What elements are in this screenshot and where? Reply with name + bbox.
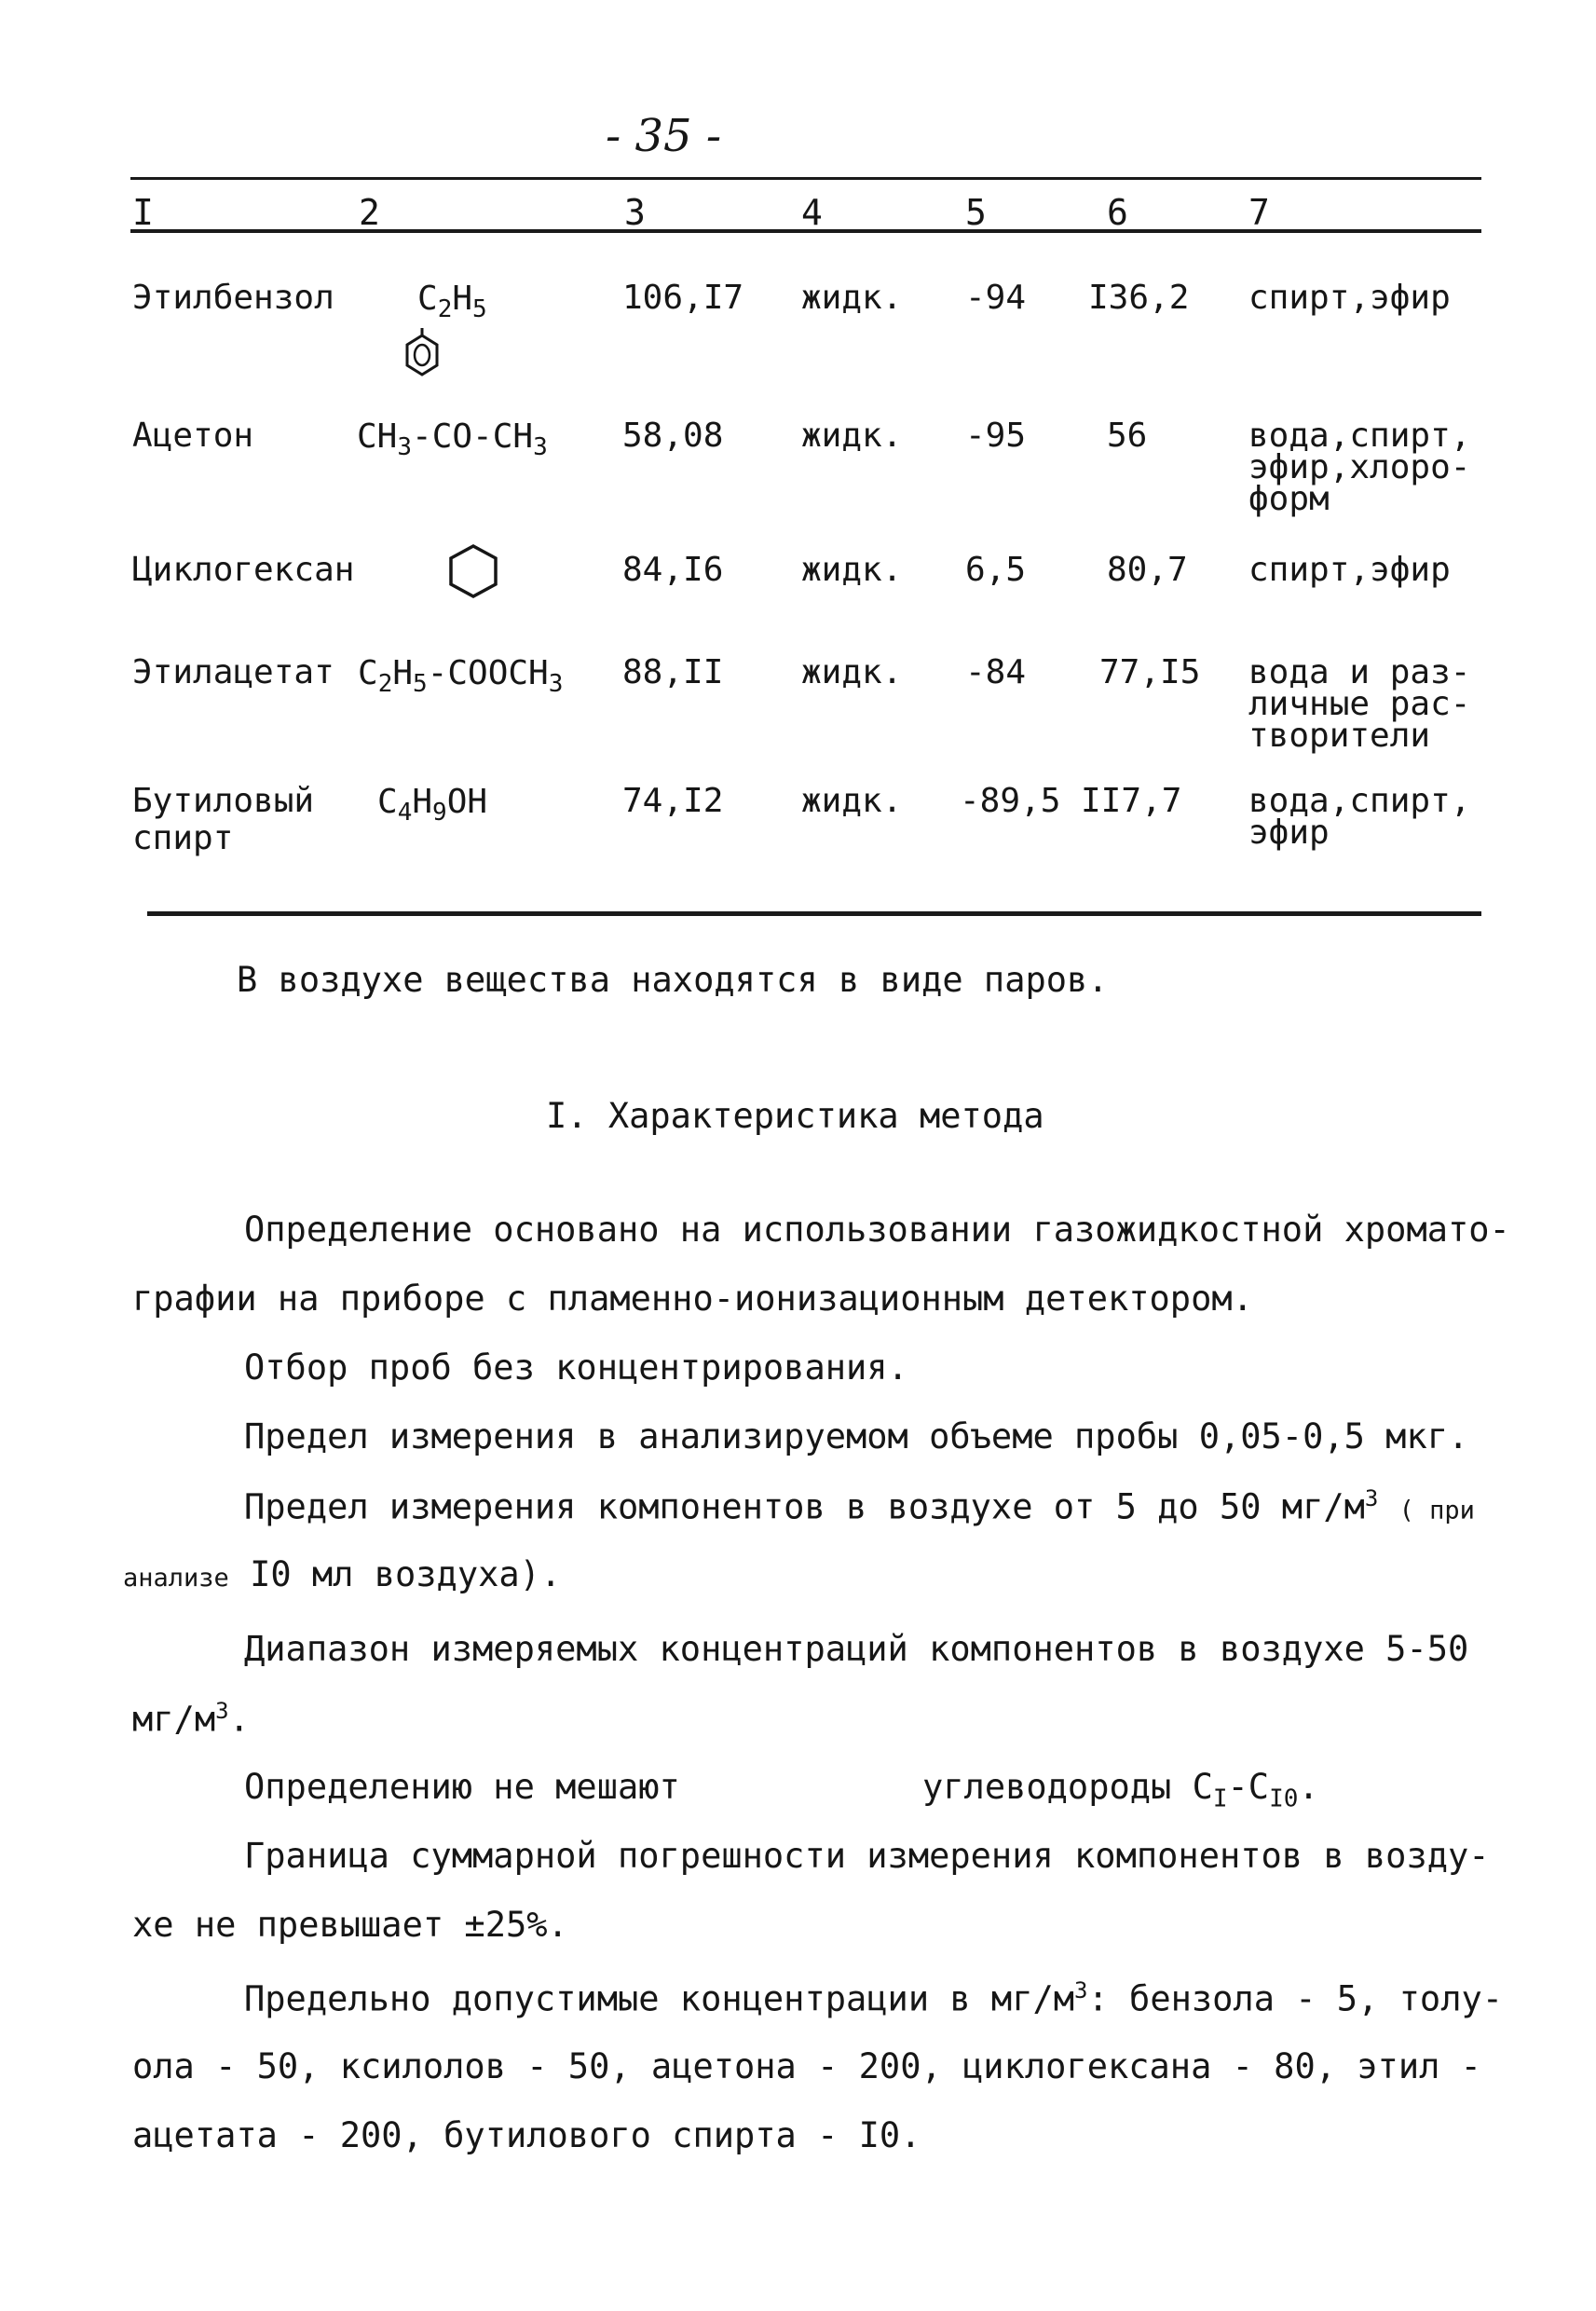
butanol-formula: $C_4H_9OH$ bbox=[377, 783, 488, 827]
paragraph-line: Предельно допустимые концентрации в $мг/м^3$: бензола - 5, толу- bbox=[244, 1977, 1504, 2019]
melting-point: -94 bbox=[965, 279, 1027, 317]
measurement-range-text: Предел измерения компонентов в воздухе от 5 до 50 мг/м bbox=[244, 1486, 1365, 1527]
paragraph-line: Диапазон измеряемых концентраций компонентов в воздухе 5-50 bbox=[244, 1629, 1469, 1669]
state: жидк. bbox=[801, 653, 903, 691]
unit-text: мг/м bbox=[132, 1699, 216, 1740]
column-header-3: 3 bbox=[624, 192, 646, 233]
page-number: - 35 - bbox=[606, 110, 722, 162]
melting-point: -89,5 bbox=[960, 782, 1061, 820]
paragraph-line: Граница суммарной погрешности измерения компонентов в возду- bbox=[244, 1836, 1490, 1876]
paragraph-line: графии на приборе с пламенно-ионизационным детектором. bbox=[132, 1279, 1253, 1319]
paragraph-line: Отбор проб без концентрирования. bbox=[244, 1347, 908, 1388]
substance-name: Этилацетат bbox=[132, 653, 334, 691]
column-header-6: 6 bbox=[1107, 192, 1128, 233]
solubility-line: вода и раз- bbox=[1248, 653, 1471, 691]
molar-mass: 74,I2 bbox=[622, 782, 724, 820]
paragraph-line: углеводороды $C_I-C_{I0}$. bbox=[922, 1767, 1319, 1813]
solubility-line: форм bbox=[1248, 480, 1330, 518]
column-header-4: 4 bbox=[801, 192, 823, 233]
paragraph-line: Определению не мешают bbox=[244, 1767, 680, 1807]
acetone-formula: $CH_3-CO-CH_3$ bbox=[357, 417, 548, 462]
ethyl-acetate-formula: $C_2H_5-COOCH_3$ bbox=[358, 654, 564, 699]
analysis-word: анализе bbox=[123, 1564, 229, 1593]
mac-text: Предельно допустимые концентрации в мг/м bbox=[244, 1978, 1075, 2019]
section-title: I. Характеристика метода bbox=[546, 1096, 1044, 1136]
vapor-note: В воздухе вещества находятся в виде паров. bbox=[237, 960, 1109, 1000]
column-header-5: 5 bbox=[965, 192, 987, 233]
paragraph-line: Предел измерения компонентов в воздухе от 5 до 50 $мг/м^3$ ( при bbox=[244, 1485, 1475, 1527]
melting-point: -84 bbox=[965, 653, 1027, 691]
paragraph-line: ацетата - 200, бутилового спирта - I0. bbox=[132, 2115, 921, 2155]
solubility-line: творители bbox=[1248, 717, 1431, 755]
state: жидк. bbox=[801, 279, 903, 317]
boiling-point: 56 bbox=[1107, 417, 1148, 455]
melting-point: -95 bbox=[965, 417, 1027, 455]
molar-mass: 84,I6 bbox=[622, 551, 724, 589]
solubility-line: вода,спирт, bbox=[1248, 417, 1471, 455]
solubility-line: эфир bbox=[1248, 814, 1330, 852]
substance-name: Бутиловый спирт bbox=[132, 782, 315, 857]
molar-mass: 106,I7 bbox=[622, 279, 744, 317]
molar-mass: 58,08 bbox=[622, 417, 724, 455]
mac-tail: : бензола - 5, толу- bbox=[1087, 1978, 1504, 2019]
substance-name: Ацетон bbox=[132, 417, 254, 455]
paragraph-line: Определение основано на использовании газожидкостной хромато- bbox=[244, 1210, 1510, 1250]
state: жидк. bbox=[801, 417, 903, 455]
air-volume-text: I0 мл воздуха). bbox=[250, 1554, 562, 1594]
state: жидк. bbox=[801, 551, 903, 589]
table-bottom-rule bbox=[147, 911, 1481, 916]
table-top-rule bbox=[130, 177, 1481, 180]
solubility-line: вода,спирт, bbox=[1248, 782, 1471, 820]
boiling-point: I36,2 bbox=[1088, 279, 1190, 317]
column-header-2: 2 bbox=[359, 192, 380, 233]
hydrocarbons-text: углеводороды C bbox=[922, 1767, 1213, 1807]
solubility-line: эфир,хлоро- bbox=[1248, 448, 1471, 486]
paragraph-line: ола - 50, ксилолов - 50, ацетона - 200, циклогексана - 80, этил - bbox=[132, 2046, 1481, 2086]
benzene-ring-icon bbox=[403, 328, 441, 380]
column-header-1: I bbox=[132, 192, 154, 233]
solubility-line: спирт,эфир bbox=[1248, 279, 1451, 317]
paragraph-line: $мг/м^3$. bbox=[132, 1698, 250, 1740]
ethylbenzene-formula: $C_2H_5$ bbox=[417, 280, 487, 324]
measurement-range-tail: ( при bbox=[1398, 1496, 1475, 1525]
boiling-point: 80,7 bbox=[1107, 551, 1188, 589]
paragraph-line bbox=[123, 1554, 561, 1594]
solubility-line: спирт,эфир bbox=[1248, 551, 1451, 589]
boiling-point: II7,7 bbox=[1081, 782, 1182, 820]
molar-mass: 88,II bbox=[622, 653, 724, 691]
state: жидк. bbox=[801, 782, 903, 820]
melting-point: 6,5 bbox=[965, 551, 1027, 589]
substance-name: Этилбензол bbox=[132, 279, 334, 317]
substance-name: Циклогексан bbox=[132, 551, 355, 589]
cyclohexane-ring-icon bbox=[445, 542, 501, 600]
column-header-7: 7 bbox=[1248, 192, 1270, 233]
solubility-line: личные рас- bbox=[1248, 685, 1471, 723]
paragraph-line: Предел измерения в анализируемом объеме пробы 0,05-0,5 мкг. bbox=[244, 1416, 1469, 1456]
paragraph-line: хе не превышает ±25%. bbox=[132, 1905, 568, 1945]
boiling-point: 77,I5 bbox=[1099, 653, 1201, 691]
